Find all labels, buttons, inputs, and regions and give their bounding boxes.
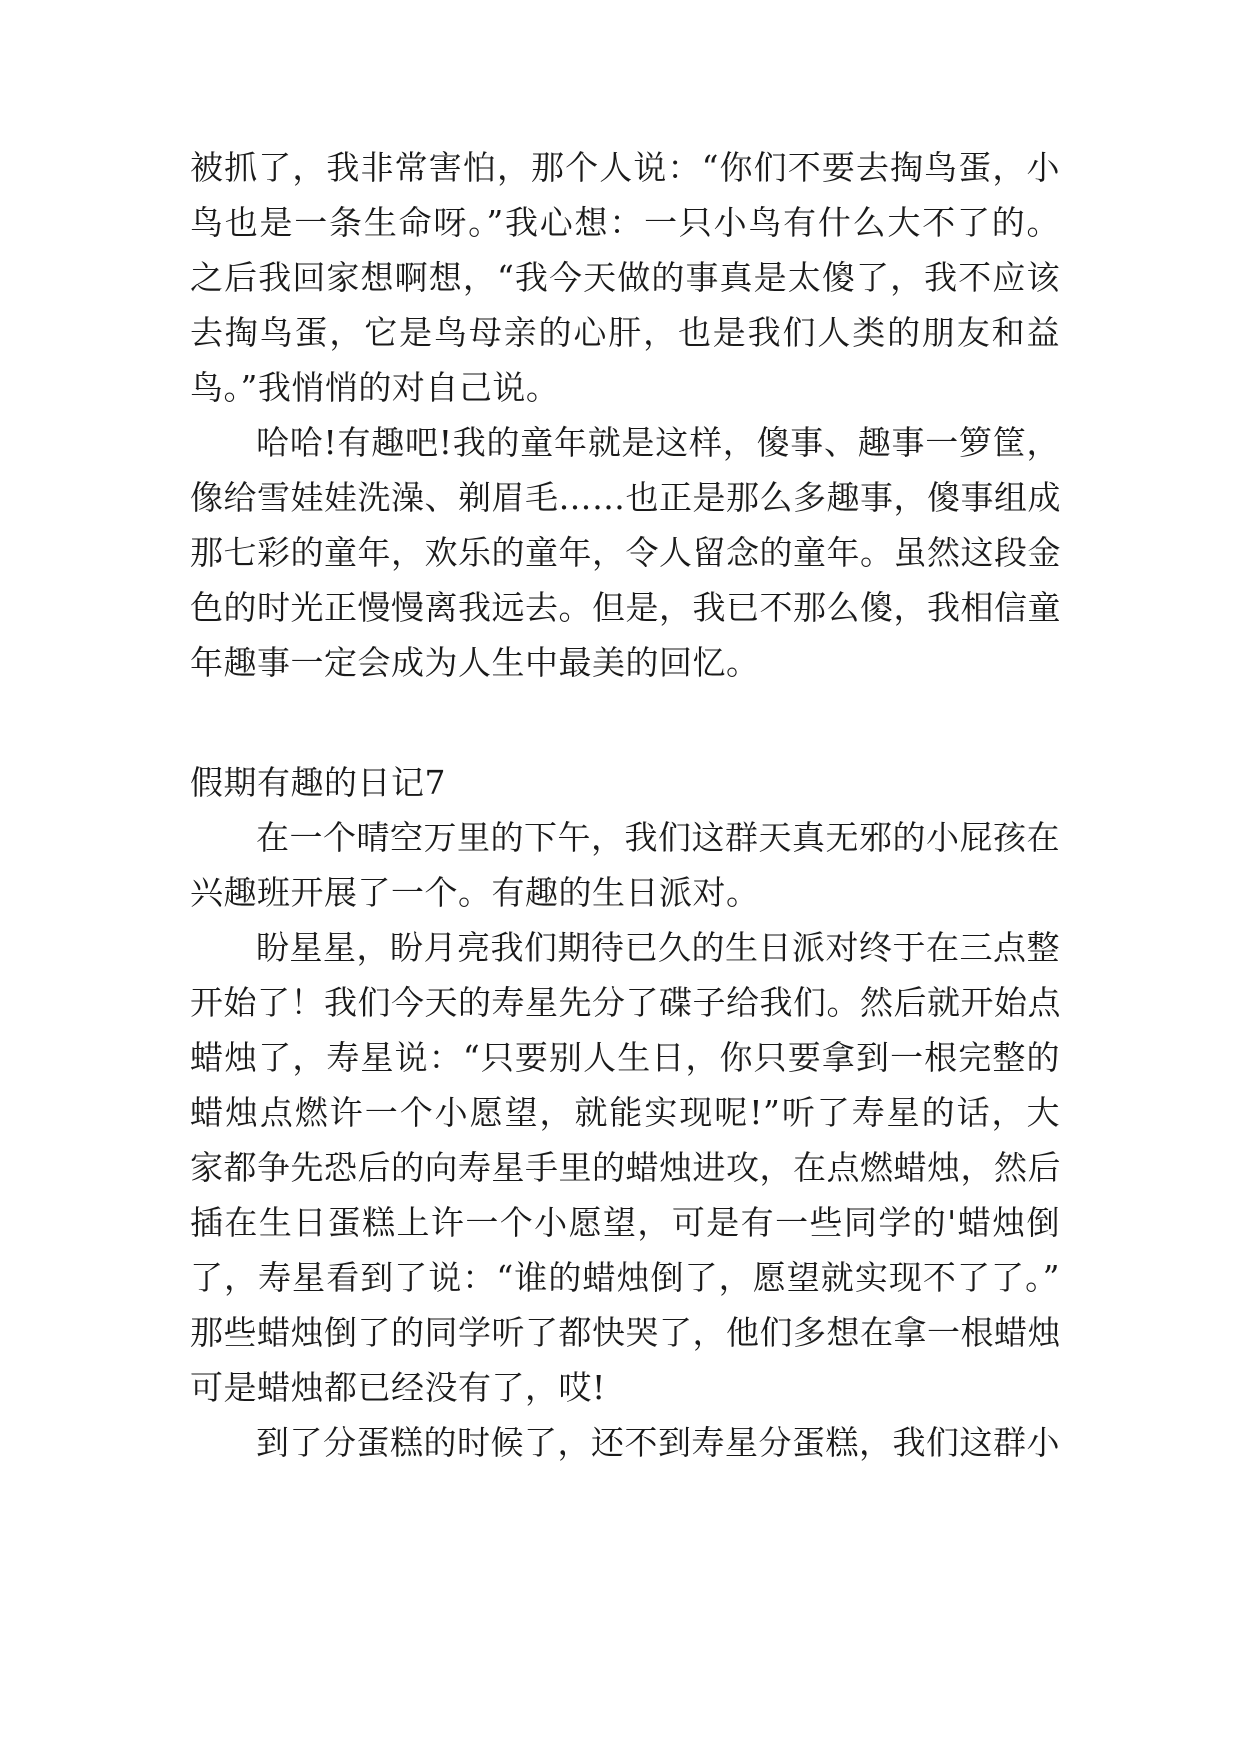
section-heading: 假期有趣的日记7 xyxy=(190,763,446,802)
paragraph-line: 之后我回家想啊想，“我今天做的事真是太傻了，我不应该 xyxy=(190,258,1060,297)
paragraph-line: 可是蜡烛都已经没有了，哎! xyxy=(190,1368,606,1407)
paragraph-line: 开始了！我们今天的寿星先分了碟子给我们。然后就开始点 xyxy=(190,983,1061,1022)
paragraph-line: 色的时光正慢慢离我远去。但是，我已不那么傻，我相信童 xyxy=(190,588,1061,627)
paragraph-line: 插在生日蛋糕上许一个小愿望，可是有一些同学的'蜡烛倒 xyxy=(190,1203,1060,1242)
paragraph-line: 被抓了，我非常害怕，那个人说：“你们不要去掏鸟蛋，小 xyxy=(190,148,1060,187)
paragraph-line: 鸟也是一条生命呀。”我心想：一只小鸟有什么大不了的。 xyxy=(190,203,1060,242)
paragraph-line: 了，寿星看到了说：“谁的蜡烛倒了，愿望就实现不了了。” xyxy=(190,1258,1060,1297)
paragraph-line: 蜡烛了，寿星说：“只要别人生日，你只要拿到一根完整的 xyxy=(190,1038,1060,1077)
paragraph-line: 去掏鸟蛋，它是鸟母亲的心肝，也是我们人类的朋友和益 xyxy=(190,313,1060,352)
paragraph-line: 鸟。”我悄悄的对自己说。 xyxy=(190,368,560,407)
paragraph-line: 那七彩的童年，欢乐的童年，令人留念的童年。虽然这段金 xyxy=(190,533,1061,572)
paragraph-line: 在一个晴空万里的下午，我们这群天真无邪的小屁孩在 xyxy=(256,818,1060,857)
paragraph-line: 哈哈!有趣吧!我的童年就是这样，傻事、趣事一箩筐， xyxy=(256,423,1060,462)
paragraph-line: 年趣事一定会成为人生中最美的回忆。 xyxy=(190,643,760,682)
paragraph-line: 像给雪娃娃洗澡、剃眉毛……也正是那么多趣事，傻事组成 xyxy=(190,478,1061,517)
paragraph-line: 兴趣班开展了一个。有趣的生日派对。 xyxy=(190,873,760,912)
paragraph-line: 蜡烛点燃许一个小愿望，就能实现呢!”听了寿星的话，大 xyxy=(190,1093,1060,1132)
paragraph-line: 盼星星，盼月亮我们期待已久的生日派对终于在三点整 xyxy=(256,928,1060,967)
paragraph-line: 那些蜡烛倒了的同学听了都快哭了，他们多想在拿一根蜡烛 xyxy=(190,1313,1061,1352)
paragraph-line: 到了分蛋糕的时候了，还不到寿星分蛋糕，我们这群小 xyxy=(256,1423,1060,1462)
paragraph-line: 家都争先恐后的向寿星手里的蜡烛进攻，在点燃蜡烛，然后 xyxy=(190,1148,1061,1187)
